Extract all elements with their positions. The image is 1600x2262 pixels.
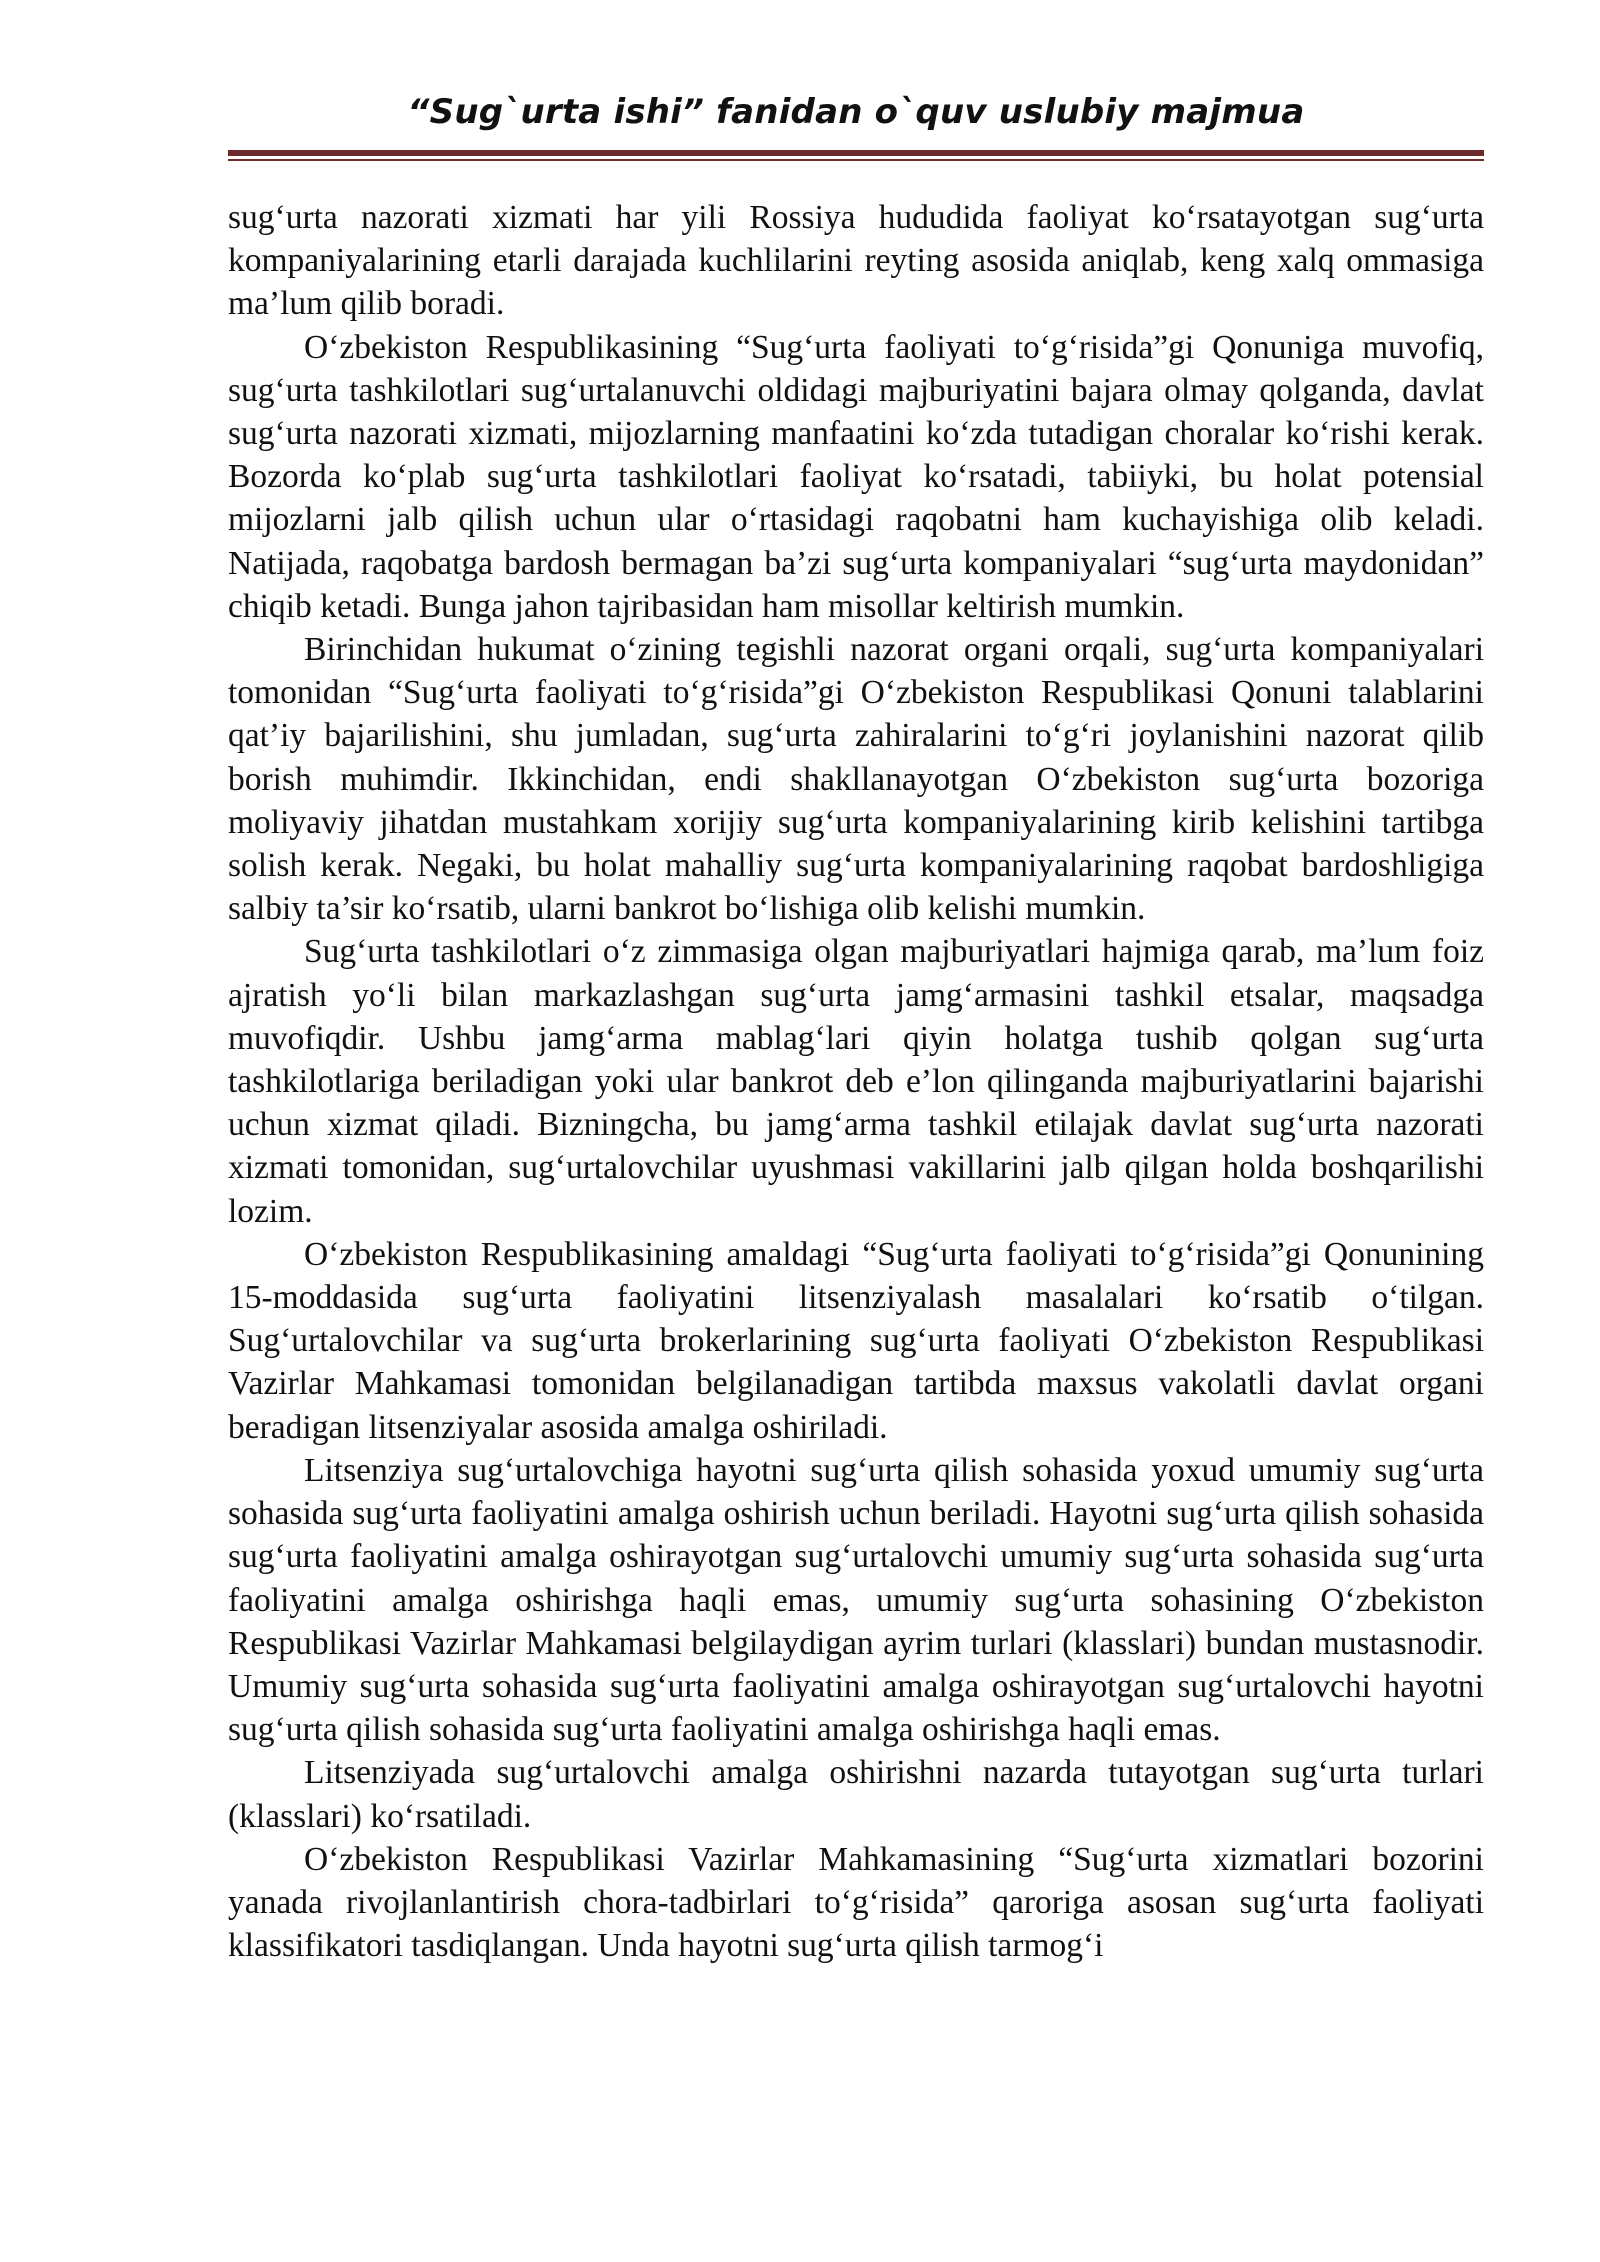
header-divider-thin xyxy=(228,159,1484,161)
paragraph-continuation: sug‘urta nazorati xizmati har yili Rossiya hududida faoliyat ko‘rsatayotgan sug‘urta kompaniyalarining etarli darajada kuchlilarini reyting asosida aniqlab, keng xalq ommasiga ma’lum qilib boradi. xyxy=(228,199,1484,323)
paragraph: Litsenziya sug‘urtalovchiga hayotni sug‘urta qilish sohasida yoxud umumiy sug‘urta sohasida sug‘urta faoliyatini amalga oshirish uchun beriladi. Hayotni sug‘urta qilish sohasida sug‘urta faoliyatini amalga oshirayotgan sug‘urtalovchi umumiy sug‘urta sohasida sug‘urta faoliyatini amalga oshirishga haqli emas, umumiy sug‘urta sohasining O‘zbekiston Respublikasi Vazirlar Mahkamasi belgilaydigan ayrim turlari (klasslari) bundan mustasnodir. Umumiy sug‘urta sohasida sug‘urta faoliyatini amalga oshirayotgan sug‘urtalovchi hayotni sug‘urta qilish sohasida sug‘urta faoliyatini amalga oshirishga haqli emas. xyxy=(228,1451,1484,1749)
paragraph: O‘zbekiston Respublikasining “Sug‘urta faoliyati to‘g‘risida”gi Qonuniga muvofiq, sug‘urta tashkilotlari sug‘urtalanuvchi oldidagi majburiyatini bajara olmay qolganda, davlat sug‘urta nazorati xizmati, mijozlarning manfaatini ko‘zda tutadigan choralar ko‘rishi kerak. Bozorda ko‘plab sug‘urta tashkilotlari faoliyat ko‘rsatadi, tabiiyki, bu holat potensial mijozlarni jalb qilish uchun ular o‘rtasidagi raqobatni ham kuchayishiga olib keladi. Natijada, raqobatga bardosh bermagan ba’zi sug‘urta kompaniyalari “sug‘urta maydonidan” chiqib ketadi. Bunga jahon tajribasidan ham misollar keltirish mumkin. xyxy=(228,328,1484,625)
paragraph: Birinchidan hukumat o‘zining tegishli nazorat organi orqali, sug‘urta kompaniyalari tomonidan “Sug‘urta faoliyati to‘g‘risida”gi O‘zbekiston Respublikasi Qonuni talablarini qat’iy bajarilishini, shu jumladan, sug‘urta zahiralarini to‘g‘ri joylanishini nazorat qilib borish muhimdir. Ikkinchidan, endi shakllanayotgan O‘zbekiston sug‘urta bozoriga moliyaviy jihatdan mustahkam xorijiy sug‘urta kompaniyalarining kirib kelishini tartibga solish kerak. Negaki, bu holat mahalliy sug‘urta kompaniyalarining raqobat bardoshligiga salbiy ta’sir ko‘rsatib, ularni bankrot bo‘lishiga olib kelishi mumkin. xyxy=(228,631,1484,928)
header-divider xyxy=(228,150,1484,162)
paragraph: Litsenziyada sug‘urtalovchi amalga oshirishni nazarda tutayotgan sug‘urta turlari (klasslari) ko‘rsatiladi. xyxy=(228,1754,1484,1835)
paragraph: O‘zbekiston Respublikasining amaldagi “Sug‘urta faoliyati to‘g‘risida”gi Qonunining 15-moddasida sug‘urta faoliyatini litsenziyalash masalalari ko‘rsatib o‘tilgan. Sug‘urtalovchilar va sug‘urta brokerlarining sug‘urta faoliyati O‘zbekiston Respublikasi Vazirlar Mahkamasi tomonidan belgilanadigan tartibda maxsus vakolatli davlat organi beradigan litsenziyalar asosida amalga oshiriladi. xyxy=(228,1235,1484,1446)
paragraph: Sug‘urta tashkilotlari o‘z zimmasiga olgan majburiyatlari hajmiga qarab, ma’lum foiz ajratish yo‘li bilan markazlashgan sug‘urta jamg‘armasini tashkil etsalar, maqsadga muvofiqdir. Ushbu jamg‘arma mablag‘lari qiyin holatga tushib qolgan sug‘urta tashkilotlariga beriladigan yoki ular bankrot deb e’lon qilinganda majburiyatlarini bajarishi uchun xizmat qiladi. Bizningcha, bu jamg‘arma tashkil etilajak davlat sug‘urta nazorati xizmati tomonidan, sug‘urtalovchilar uyushmasi vakillarini jalb qilgan holda boshqarilishi lozim. xyxy=(228,933,1484,1230)
header-divider-thick xyxy=(228,150,1484,156)
paragraph: O‘zbekiston Respublikasi Vazirlar Mahkamasining “Sug‘urta xizmatlari bozorini yanada rivojlanlantirish chora-tadbirlari to‘g‘risida” qaroriga asosan sug‘urta faoliyati klassifikatori tasdiqlangan. Unda hayotni sug‘urta qilish tarmog‘i xyxy=(228,1840,1484,1965)
header-title: “Sug`urta ishi” fanidan o`quv uslubiy majmua xyxy=(407,92,1305,132)
page-header xyxy=(228,92,1484,132)
document-body xyxy=(228,196,1484,1967)
